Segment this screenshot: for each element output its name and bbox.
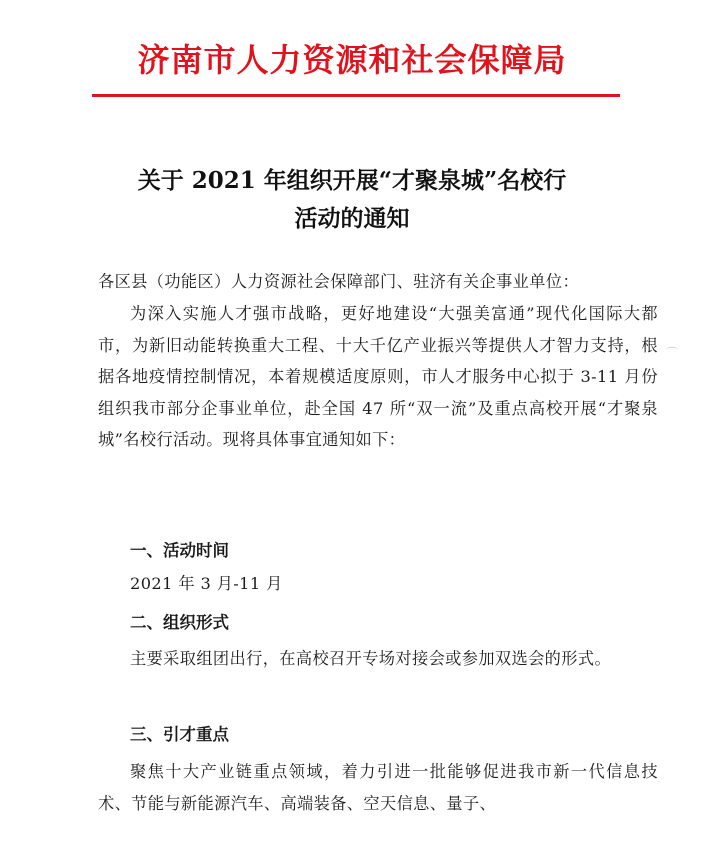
addressee: 各区县（功能区）人力资源社会保障部门、驻济有关企事业单位： [98, 272, 580, 291]
section-heading-form: 二、组织形式 [130, 613, 229, 632]
document-title-line-1: 关于 2021 年组织开展“才聚泉城”名校行 [137, 167, 567, 194]
section-content-time: 2021 年 3 月-11 月 [130, 574, 283, 593]
section-heading-focus: 三、引才重点 [130, 725, 229, 744]
margin-mark: ⌒ [666, 346, 679, 360]
section-content-focus: 聚焦十大产业链重点领域，着力引进一批能够促进我市新一代信息技术、节能与新能源汽车、高端装备、空天信息、量子、 [98, 762, 658, 813]
document-title-line-2: 活动的通知 [294, 205, 410, 232]
letterhead-red-rule [92, 94, 620, 97]
document-title [0, 162, 704, 238]
section-content-form: 主要采取组团出行，在高校召开专场对接会或参加双选会的形式。 [130, 649, 612, 668]
section-heading-time: 一、活动时间 [130, 541, 229, 560]
letterhead-org-name: 济南市人力资源和社会保障局 [137, 41, 567, 79]
intro-paragraph: 为深入实施人才强市战略，更好地建设“大强美富通”现代化国际大都市，为新旧动能转换重大工程、十大千亿产业振兴等提供人才智力支持，根据各地疫情控制情况，本着规模适度原则，市人才服务中心拟于 3-11 月份组织我市部分企事业单位，赴全国 47 所“双一流”及重点高校开展“才聚泉城”名校行活动。现将具体事宜通知如下： [98, 304, 658, 449]
